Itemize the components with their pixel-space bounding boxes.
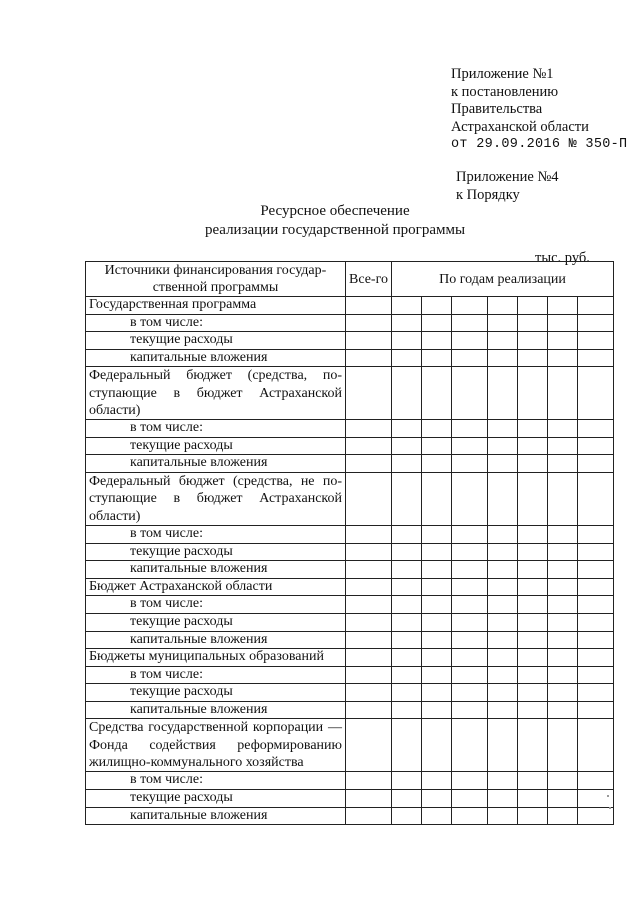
year-cell [452,719,488,772]
year-cell [488,666,518,684]
year-cell [548,719,578,772]
year-cell [392,789,422,807]
year-cell [392,772,422,790]
year-cell [488,578,518,596]
table-row [86,543,614,561]
year-cell [452,455,488,473]
year-cell [578,297,614,315]
year-cell [488,649,518,667]
appendix-1-line: Астраханской области [451,118,589,135]
total-cell [346,772,392,790]
year-cell [422,561,452,579]
table-row [86,631,614,649]
table-row [86,666,614,684]
year-cell [578,631,614,649]
year-cell [392,332,422,350]
total-cell [346,561,392,579]
year-cell [518,631,548,649]
year-cell [578,367,614,420]
year-cell [392,613,422,631]
year-cell [422,789,452,807]
year-cell [422,543,452,561]
resource-table [85,261,614,825]
year-cell [452,543,488,561]
year-cell [488,543,518,561]
table-row [86,613,614,631]
year-cell [518,596,548,614]
year-cell [488,772,518,790]
year-cell [452,349,488,367]
year-cell [548,596,578,614]
year-cell [548,561,578,579]
year-cell [452,437,488,455]
year-cell [548,455,578,473]
year-cell [392,437,422,455]
table-row [86,367,614,420]
total-cell [346,613,392,631]
year-cell [452,332,488,350]
year-cell [422,455,452,473]
year-cell [518,701,548,719]
source-label: в том числе: [86,596,346,614]
year-cell [392,631,422,649]
year-cell [392,719,422,772]
year-cell [452,666,488,684]
year-cell [452,420,488,438]
table-row [86,349,614,367]
year-cell [392,684,422,702]
source-label: в том числе: [86,420,346,438]
table-row [86,649,614,667]
year-cell [578,649,614,667]
total-cell [346,578,392,596]
source-label: Федеральный бюджет (средства, по-ступающие в бюджет Астраханской области) [86,367,346,420]
year-cell [548,420,578,438]
year-cell [548,684,578,702]
source-label: капитальные вложения [86,701,346,719]
year-cell [488,420,518,438]
year-cell [518,561,548,579]
year-cell [452,367,488,420]
year-cell [488,349,518,367]
source-label: текущие расходы [86,437,346,455]
year-cell [452,701,488,719]
source-label: Средства государственной корпорации — Фонда содействия реформированию жилищно-коммунального хозяйства [86,719,346,772]
table-row [86,789,614,807]
year-cell [578,543,614,561]
year-cell [488,455,518,473]
year-cell [422,349,452,367]
year-cell [392,701,422,719]
year-cell [518,807,548,825]
year-cell [392,525,422,543]
appendix-1-header [451,66,627,154]
year-cell [392,297,422,315]
year-cell [548,297,578,315]
year-cell [422,719,452,772]
year-cell [548,701,578,719]
total-cell [346,596,392,614]
year-cell [518,367,548,420]
year-cell [488,596,518,614]
year-cell [548,666,578,684]
table-row [86,684,614,702]
year-cell [548,525,578,543]
table-row [86,314,614,332]
source-label: Федеральный бюджет (средства, не по-ступающие в бюджет Астраханской области) [86,473,346,526]
total-cell [346,701,392,719]
year-cell [578,684,614,702]
year-cell [392,349,422,367]
total-cell [346,420,392,438]
year-cell [518,314,548,332]
year-cell [518,420,548,438]
year-cell [518,297,548,315]
unit-label: тыс. руб. [535,250,590,266]
year-cell [422,613,452,631]
total-cell [346,455,392,473]
year-cell [488,684,518,702]
year-cell [452,684,488,702]
table-header-row [86,262,614,297]
year-cell [578,420,614,438]
appendix-1-line: Приложение №1 [451,66,554,82]
year-cell [452,314,488,332]
year-cell [518,789,548,807]
table-row [86,332,614,350]
year-cell [518,543,548,561]
source-label: в том числе: [86,525,346,543]
year-cell [392,807,422,825]
year-cell [392,596,422,614]
year-cell [422,649,452,667]
scan-speck [609,807,611,809]
total-cell [346,649,392,667]
appendix-1-line: к постановлению [451,83,559,100]
year-cell [548,772,578,790]
year-cell [548,437,578,455]
year-cell [578,525,614,543]
resolution-date: от 29.09.2016 № 350-П [451,137,628,152]
year-cell [392,543,422,561]
source-label: капитальные вложения [86,631,346,649]
year-cell [452,473,488,526]
total-cell [346,525,392,543]
year-cell [452,807,488,825]
table-row [86,525,614,543]
source-label: Бюджеты муниципальных образований [86,649,346,667]
year-cell [578,596,614,614]
year-cell [578,666,614,684]
source-label: текущие расходы [86,543,346,561]
year-cell [548,789,578,807]
source-label: текущие расходы [86,332,346,350]
year-cell [488,719,518,772]
total-cell [346,789,392,807]
year-cell [578,314,614,332]
year-cell [452,631,488,649]
document-title-line: Ресурсное обеспечение [260,203,410,219]
year-cell [392,649,422,667]
year-cell [392,455,422,473]
year-cell [452,297,488,315]
source-label: текущие расходы [86,789,346,807]
year-cell [488,561,518,579]
year-cell [452,789,488,807]
total-cell [346,543,392,561]
table-row [86,578,614,596]
year-cell [578,807,614,825]
year-cell [518,473,548,526]
year-cell [422,807,452,825]
table-row [86,297,614,315]
year-cell [488,789,518,807]
year-cell [422,297,452,315]
year-cell [488,332,518,350]
table-row [86,701,614,719]
source-label: капитальные вложения [86,807,346,825]
year-cell [422,631,452,649]
table-row [86,455,614,473]
year-cell [422,666,452,684]
year-cell [548,631,578,649]
source-label: Государственная программа [86,297,346,315]
year-cell [422,332,452,350]
year-cell [578,455,614,473]
year-cell [488,807,518,825]
year-cell [548,613,578,631]
year-cell [422,772,452,790]
year-cell [392,314,422,332]
year-cell [392,561,422,579]
year-cell [548,314,578,332]
total-cell [346,314,392,332]
year-cell [488,473,518,526]
year-cell [578,332,614,350]
year-cell [488,525,518,543]
year-cell [548,473,578,526]
year-cell [422,314,452,332]
year-cell [452,613,488,631]
year-cell [518,649,548,667]
year-cell [518,719,548,772]
header-sources: Источники финансирования государ-ственной программы [86,262,346,297]
header-years: По годам реализации [392,262,614,297]
scan-speck [607,795,609,797]
appendix-1-line: Правительства [451,101,543,117]
year-cell [392,473,422,526]
source-label: в том числе: [86,314,346,332]
year-cell [518,613,548,631]
year-cell [548,543,578,561]
year-cell [392,367,422,420]
source-label: капитальные вложения [86,455,346,473]
year-cell [392,578,422,596]
year-cell [488,314,518,332]
source-label: капитальные вложения [86,349,346,367]
source-label: текущие расходы [86,684,346,702]
year-cell [392,420,422,438]
year-cell [578,701,614,719]
year-cell [518,455,548,473]
year-cell [488,631,518,649]
header-total: Все-го [346,262,392,297]
year-cell [452,561,488,579]
year-cell [452,578,488,596]
table-row [86,596,614,614]
year-cell [518,332,548,350]
year-cell [518,437,548,455]
total-cell [346,666,392,684]
table-row [86,719,614,772]
total-cell [346,367,392,420]
document-title [180,202,490,240]
total-cell [346,684,392,702]
year-cell [578,561,614,579]
source-label: капитальные вложения [86,561,346,579]
year-cell [518,684,548,702]
year-cell [578,349,614,367]
year-cell [548,649,578,667]
year-cell [422,420,452,438]
year-cell [422,578,452,596]
total-cell [346,332,392,350]
year-cell [488,437,518,455]
year-cell [452,525,488,543]
year-cell [488,613,518,631]
year-cell [422,596,452,614]
source-label: в том числе: [86,772,346,790]
year-cell [518,578,548,596]
year-cell [518,666,548,684]
total-cell [346,437,392,455]
total-cell [346,349,392,367]
table-row [86,473,614,526]
year-cell [518,772,548,790]
total-cell [346,473,392,526]
year-cell [578,772,614,790]
year-cell [452,596,488,614]
total-cell [346,719,392,772]
year-cell [578,613,614,631]
year-cell [548,349,578,367]
year-cell [518,349,548,367]
year-cell [578,789,614,807]
source-label: в том числе: [86,666,346,684]
year-cell [488,367,518,420]
table-row [86,807,614,825]
year-cell [488,701,518,719]
table-row [86,420,614,438]
year-cell [422,684,452,702]
source-label: текущие расходы [86,613,346,631]
year-cell [548,367,578,420]
appendix-4-line: Приложение №4 [456,169,559,185]
year-cell [452,649,488,667]
year-cell [392,666,422,684]
table-row [86,772,614,790]
year-cell [518,525,548,543]
year-cell [548,807,578,825]
year-cell [488,297,518,315]
year-cell [548,332,578,350]
year-cell [452,772,488,790]
year-cell [578,473,614,526]
year-cell [422,525,452,543]
year-cell [578,437,614,455]
source-label: Бюджет Астраханской области [86,578,346,596]
table-body [86,297,614,825]
year-cell [422,367,452,420]
year-cell [422,473,452,526]
year-cell [422,701,452,719]
total-cell [346,631,392,649]
year-cell [578,578,614,596]
table-row [86,437,614,455]
total-cell [346,297,392,315]
appendix-4-line: к Порядку [456,186,520,203]
year-cell [548,578,578,596]
document-title-line: реализации государственной программы [204,222,466,238]
year-cell [422,437,452,455]
total-cell [346,807,392,825]
appendix-4-header [456,169,559,204]
year-cell [578,719,614,772]
table-row [86,561,614,579]
